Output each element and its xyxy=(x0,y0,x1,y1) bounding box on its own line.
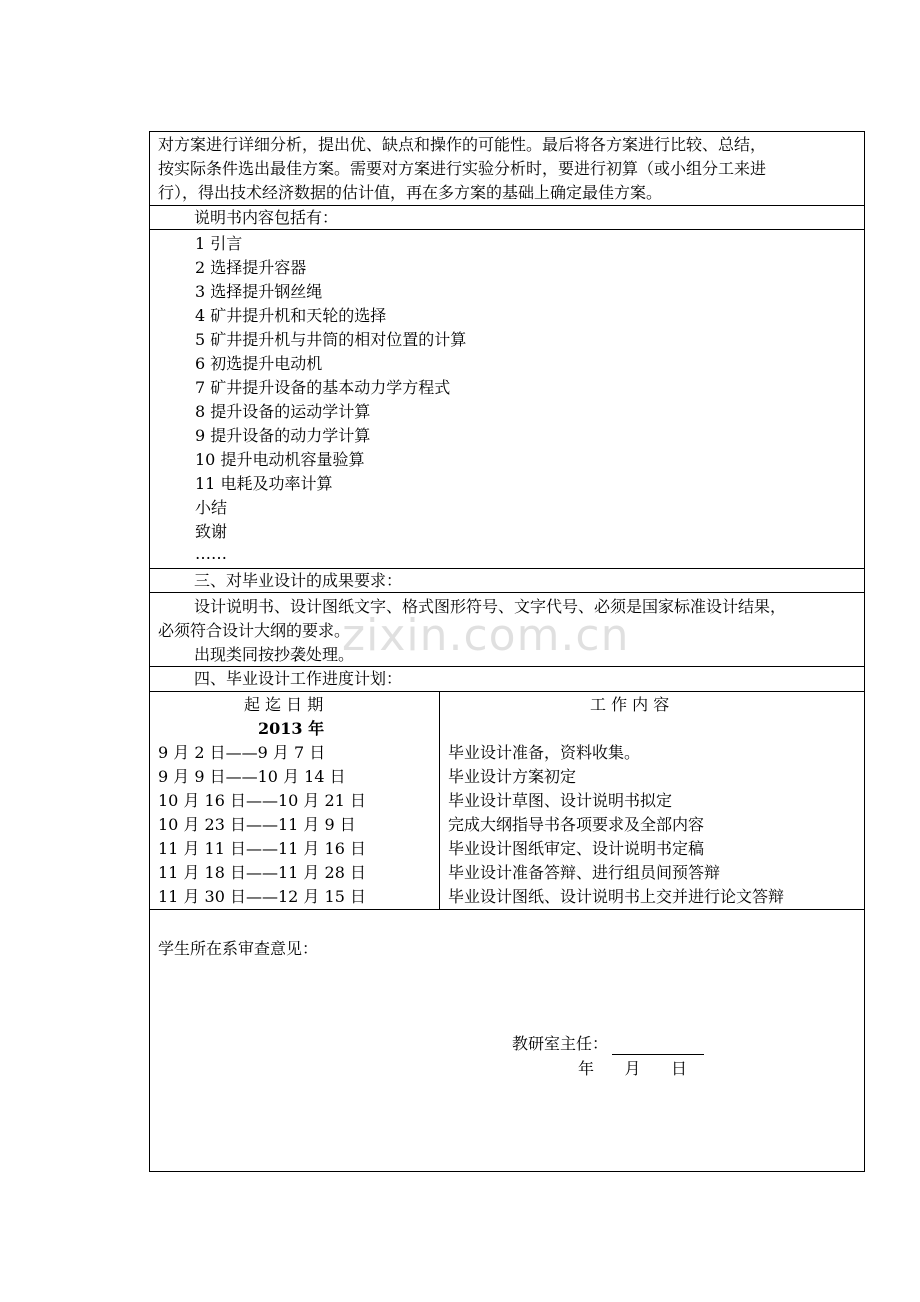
requirements-line-2: 必须符合设计大纲的要求。 xyxy=(158,621,351,640)
requirements-line-3: 出现类同按抄袭处理。 xyxy=(194,645,355,664)
schedule-work: 毕业设计图纸、设计说明书上交并进行论文答辩 xyxy=(448,887,785,906)
contents-heading-row xyxy=(150,206,864,230)
schedule-date: 11 月 11 日——11 月 16 日 xyxy=(158,839,366,858)
watermark-text: zixin.com.cn xyxy=(342,610,630,661)
director-label: 教研室主任： xyxy=(512,1034,609,1053)
schedule-work: 毕业设计准备，资料收集。 xyxy=(448,743,641,762)
schedule-table xyxy=(150,692,864,910)
list-item: 6 初选提升电动机 xyxy=(195,354,323,373)
schedule-date: 11 月 18 日——11 月 28 日 xyxy=(158,863,366,882)
list-item: 9 提升设备的动力学计算 xyxy=(195,426,371,445)
schedule-column-divider xyxy=(439,692,440,910)
intro-section xyxy=(150,132,864,206)
contents-heading: 说明书内容包括有： xyxy=(194,208,339,227)
requirements-heading: 三、对毕业设计的成果要求： xyxy=(194,571,403,590)
review-section xyxy=(150,910,864,1173)
col-header-date: 起 迄 日 期 xyxy=(244,695,324,714)
list-item: 致谢 xyxy=(195,522,228,541)
intro-line-1: 对方案进行详细分析，提出优、缺点和操作的可能性。最后将各方案进行比较、总结， xyxy=(158,135,767,154)
schedule-work: 毕业设计准备答辩、进行组员间预答辩 xyxy=(448,863,721,882)
schedule-date: 11 月 30 日——12 月 15 日 xyxy=(158,887,366,906)
intro-line-2: 按实际条件选出最佳方案。需要对方案进行实验分析时，要进行初算（或小组分工来进 xyxy=(158,159,767,178)
schedule-work: 毕业设计图纸审定、设计说明书定稿 xyxy=(448,839,705,858)
list-item: 11 电耗及功率计算 xyxy=(195,474,333,493)
list-item: 4 矿井提升机和天轮的选择 xyxy=(195,306,387,325)
list-item: 10 提升电动机容量验算 xyxy=(195,450,365,469)
contents-list xyxy=(150,230,864,569)
col-header-work: 工 作 内 容 xyxy=(590,695,670,714)
schedule-work: 毕业设计草图、设计说明书拟定 xyxy=(448,791,673,810)
director-signature xyxy=(512,1032,704,1055)
list-item: 5 矿井提升机与井筒的相对位置的计算 xyxy=(195,330,467,349)
review-date-line: 年 月 日 xyxy=(578,1059,688,1078)
schedule-date: 10 月 16 日——10 月 21 日 xyxy=(158,791,366,810)
schedule-work: 毕业设计方案初定 xyxy=(448,767,577,786)
schedule-date: 10 月 23 日——11 月 9 日 xyxy=(158,815,356,834)
requirements-line-1: 设计说明书、设计图纸文字、格式图形符号、文字代号、必须是国家标准设计结果， xyxy=(194,597,787,616)
schedule-heading: 四、毕业设计工作进度计划： xyxy=(194,669,403,688)
requirements-heading-row xyxy=(150,569,864,593)
list-item: …… xyxy=(195,544,227,563)
schedule-date: 9 月 2 日——9 月 7 日 xyxy=(158,743,326,762)
intro-line-3: 行），得出技术经济数据的估计值，再在多方案的基础上确定最佳方案。 xyxy=(158,183,663,202)
schedule-year: 2013 年 xyxy=(258,719,325,738)
schedule-work: 完成大纲指导书各项要求及全部内容 xyxy=(448,815,705,834)
schedule-date: 9 月 9 日——10 月 14 日 xyxy=(158,767,346,786)
list-item: 8 提升设备的运动学计算 xyxy=(195,402,371,421)
list-item: 1 引言 xyxy=(195,234,243,253)
list-item: 小结 xyxy=(195,498,228,517)
schedule-heading-row xyxy=(150,667,864,692)
list-item: 7 矿井提升设备的基本动力学方程式 xyxy=(195,378,451,397)
signature-line xyxy=(612,1036,704,1055)
list-item: 2 选择提升容器 xyxy=(195,258,307,277)
list-item: 3 选择提升钢丝绳 xyxy=(195,282,323,301)
review-label: 学生所在系审查意见： xyxy=(158,939,319,958)
